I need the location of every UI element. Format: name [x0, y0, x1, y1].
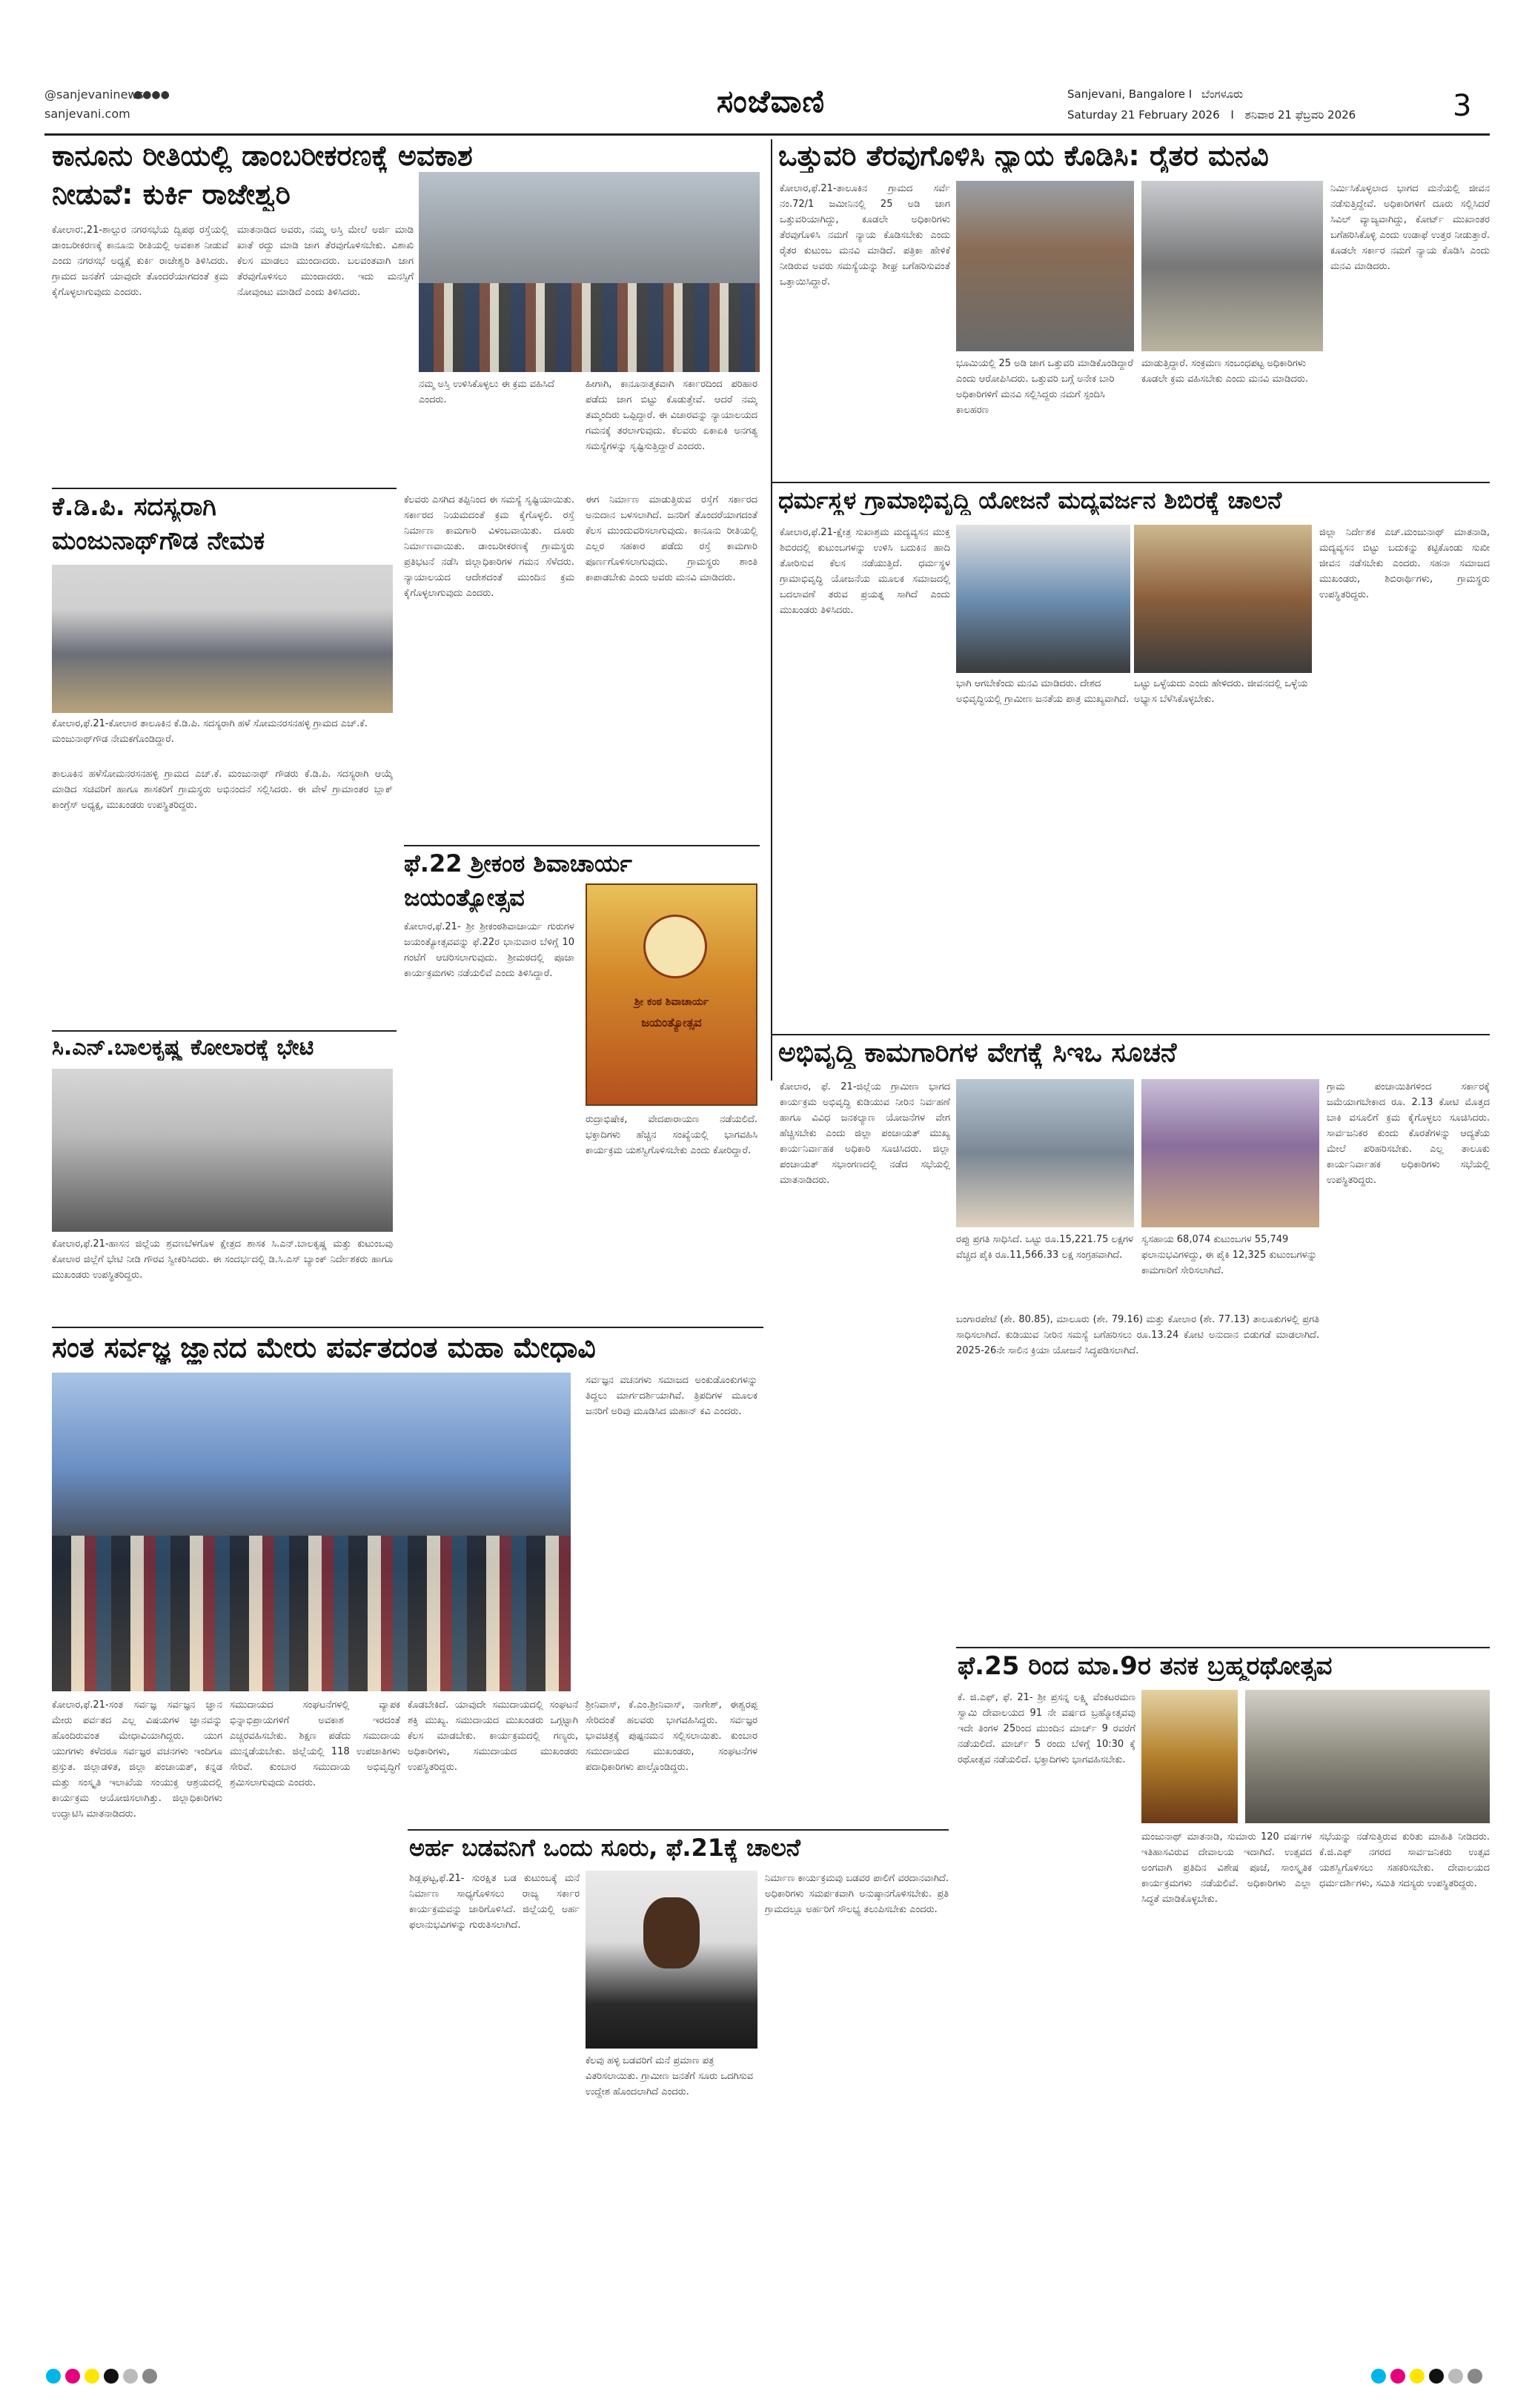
a8-caption-2: ಸ್ವಸಹಾಯ 68,074 ಕುಟುಂಬಗಳ 55,749 ಫಲಾನುಭವಿಗಳಿದ್ದು, ಈ ಪೈಕಿ 12,325 ಕುಟುಂಬಗಳನ್ನು ಕಾಮಗಾರಿಗೆ ಸೇರಿಸಲಾಗಿದೆ. — [1141, 1234, 1317, 1276]
a7-body: ಕೋಲಾರ,ಫೆ.21- ಶ್ರೀ ಶ್ರೀಕಂಠಶಿವಾಚಾರ್ಯ ಗುರುಗಳ ಜಯಂತ್ಯೋತ್ಸವವನ್ನು ಫೆ.22ರ ಭಾನುವಾರ ಬೆಳಿಗ್ಗೆ 10 ಗಂಟೆಗೆ ಆಚರಿಸಲಾಗುವುದು. ಶ್ರೀಮಠದಲ್ಲಿ ಪೂಜಾ ಕಾರ್ಯಕ್ರಮಗಳು ನಡೆಯಲಿವೆ ಎಂದು ತಿಳಿಸಿದ್ದಾರೆ. — [404, 921, 574, 979]
a8-photo-2 — [1141, 1079, 1319, 1227]
a7-body-2: ರುದ್ರಾಭಿಷೇಕ, ವೇದಪಾರಾಯಣ ನಡೆಯಲಿದೆ. ಭಕ್ತಾದಿಗಳು ಹೆಚ್ಚಿನ ಸಂಖ್ಯೆಯಲ್ಲಿ ಭಾಗವಹಿಸಿ ಕಾರ್ಯಕ್ರಮ ಯಶಸ್ವಿಗೊಳಿಸಬೇಕು ಎಂದು ಕೋರಿದ್ದಾರೆ. — [586, 1114, 757, 1156]
date: Saturday 21 February 2026 I ಶನಿವಾರ 21 ಫೆಬ್ರವರಿ 2026 — [1067, 108, 1356, 122]
a7-poster — [586, 883, 757, 1106]
a6-col3: ಜಿಲ್ಲಾ ನಿರ್ದೇಶಕ ಎಚ್.ಮಂಜುನಾಥ್ ಮಾತನಾಡಿ, ಮದ್ಯವ್ಯಸನ ಬಿಟ್ಟು ಬದುಕನ್ನು ಕಟ್ಟಿಕೊಂಡು ಸುಖೀ ಜೀವನ ನಡೆಸಬೇಕು ಎಂದರು. ಸಹನಾ ಸಮಾಜದ ಮುಖಂಡರು, ಶಿಬಿರಾರ್ಥಿಗಳು, ಗ್ರಾಮಸ್ಥರು ಉಪಸ್ಥಿತರಿದ್ದರು. — [1319, 527, 1490, 600]
a10-col3: ಸಭೆಯನ್ನು ನಡೆಸುತ್ತಿರುವ ಕುರಿತು ಮಾಹಿತಿ ನೀಡಿದರು. ಕೆ.ಜಿ.ಎಫ್ ನಗರದ ಸಾರ್ವಜನಿಕರು ಉತ್ಸವ ಯಶಸ್ವಿಗೊಳಿಸಲು ಸಹಕರಿಸಬೇಕು. ದೇವಾಲಯದ ಧರ್ಮದರ್ಶಿಗಳು, ಸಮಿತಿ ಸದಸ್ಯರು ಉಪಸ್ಥಿತರಿದ್ದರು. — [1319, 1831, 1490, 1889]
a9-col3: ಕೊಡಬೇಕಿದೆ. ಯಾವುದೇ ಸಮುದಾಯದಲ್ಲಿ ಸಂಘಟನೆ ಶಕ್ತಿ ಮುಖ್ಯ. ಸಮುದಾಯದ ಮುಖಂಡರು ಒಗ್ಗಟ್ಟಾಗಿ ಕೆಲಸ ಮಾಡಬೇಕು. ಕಾರ್ಯಕ್ರಮದಲ್ಲಿ ಗಣ್ಯರು, ಅಧಿಕಾರಿಗಳು, ಸಮುದಾಯದ ಮುಖಂಡರು ಉಪಸ್ಥಿತರಿದ್ದರು. — [408, 1699, 578, 1773]
a8-col3: ಬಂಗಾರಪೇಟೆ (ಶೇ. 80.85), ಮಾಲೂರು (ಶೇ. 79.16) ಮತ್ತು ಕೋಲಾರ (ಶೇ. 77.13) ತಾಲೂಕುಗಳಲ್ಲಿ ಪ್ರಗತಿ ಸಾಧಿಸಲಾಗಿದೆ. ಕುಡಿಯುವ ನೀರಿನ ಸಮಸ್ಯೆ ಬಗೆಹರಿಸಲು ರೂ.13.24 ಕೋಟಿ ಅನುದಾನ ಬಿಡುಗಡೆ ಮಾಡಲಾಗಿದೆ. 2025-26ನೇ ಸಾಲಿನ ಕ್ರಿಯಾ ಯೋಜನೆ ಸಿದ್ಧಪಡಿಸಲಾಗಿದೆ. — [956, 1314, 1319, 1356]
a7-subhead: ಜಯಂತ್ಯೋತ್ಸವ — [404, 883, 525, 912]
a6-headline: ಧರ್ಮಸ್ಥಳ ಗ್ರಾಮಾಭಿವೃದ್ಧಿ ಯೋಜನೆ ಮದ್ಯವರ್ಜನ ಶಿಬಿರಕ್ಕೆ ಚಾಲನೆ — [778, 486, 1282, 514]
edition: Sanjevani, Bangalore I ಬೆಂಗಳೂರು — [1067, 87, 1244, 101]
a3-subhead: ಮಂಜುನಾಥ್‌ಗೌಡ ನೇಮಕ — [52, 526, 265, 556]
masthead — [44, 83, 1490, 133]
a3-body: ತಾಲೂಕಿನ ಹಳೆಸೋಮನರಸನಹಳ್ಳಿ ಗ್ರಾಮದ ಎಚ್.ಕೆ. ಮಂಜುನಾಥ್ ಗೌಡರು ಕೆ.ಡಿ.ಪಿ. ಸದಸ್ಯರಾಗಿ ಆಯ್ಕೆ ಮಾಡಿದ ಸಚಿವರಿಗೆ ಹಾಗೂ ಶಾಸಕರಿಗೆ ಗ್ರಾಮಸ್ಥರು ಅಭಿನಂದನೆ ಸಲ್ಲಿಸಿದರು. ಈ ವೇಳೆ ಗ್ರಾಮಾಂತರ ಬ್ಲಾಕ್ ಕಾಂಗ್ರೆಸ್ ಅಧ್ಯಕ್ಷ, ಮುಖಂಡರು ಉಪಸ್ಥಿತರಿದ್ದರು. — [52, 769, 393, 811]
a1-headline-1: ಕಾನೂನು ರೀತಿಯಲ್ಲಿ ಡಾಂಬರೀಕರಣಕ್ಕೆ ಅವಕಾಶ — [52, 139, 473, 172]
social-icons: ●●●● — [133, 89, 170, 101]
a9-top-text: ಸರ್ವಜ್ಞನ ವಚನಗಳು ಸಮಾಜದ ಅಂಕುಡೊಂಕುಗಳನ್ನು ತಿದ್ದಲು ಮಾರ್ಗದರ್ಶಿಯಾಗಿವೆ. ತ್ರಿಪದಿಗಳ ಮೂಲಕ ಜನರಿಗೆ ಅರಿವು ಮೂಡಿಸಿದ ಮಹಾನ್ ಕವಿ ಎಂದರು. — [586, 1375, 757, 1417]
a1-headline-2: ನೀಡುವೆ: ಕುರ್ಕಿ ರಾಜೇಶ್ವರಿ — [52, 178, 291, 210]
a9-col2: ಸಮುದಾಯದ ಸಂಘಟನೆಗಳಲ್ಲಿ ವ್ಯಾಪಕ ಭಿನ್ನಾಭಿಪ್ರಾಯಗಳಿಗೆ ಅವಕಾಶ ಇರದಂತೆ ಎಚ್ಚರವಹಿಸಬೇಕು. ಶಿಕ್ಷಣ ಪಡೆದು ಸಮುದಾಯ ಮುನ್ನಡೆಯಬೇಕು. ಜಿಲ್ಲೆಯಲ್ಲಿ 118 ಉಪಜಾತಿಗಳು ಸೇರಿವೆ. ಕುಂಬಾರ ಸಮುದಾಯ ಅಭಿವೃದ್ಧಿಗೆ ಶ್ರಮಿಸಲಾಗುವುದು ಎಂದರು. — [230, 1699, 400, 1788]
registration-marks-left — [46, 2369, 157, 2385]
a6-photo-1 — [956, 525, 1130, 673]
a11-caption: ಕೆಲವು ಹಳ್ಳಿ ಬಡವರಿಗೆ ಮನೆ ಪ್ರಮಾಣ ಪತ್ರ ವಿತರಿಸಲಾಯಿತು. ಗ್ರಾಮೀಣ ಜನತೆಗೆ ಸೂರು ಒದಗಿಸುವ ಉದ್ದೇಶ ಹೊಂದಲಾಗಿದೆ ಎಂದರು. — [586, 2055, 754, 2097]
a11-portrait — [586, 1871, 757, 2049]
masthead-rule — [44, 133, 1490, 136]
a1-col3: ಹೀಗಾಗಿ, ಕಾನೂನಾತ್ಮಕವಾಗಿ ಸರ್ಕಾರದಿಂದ ಪರಿಹಾರ ಪಡೆದು ಜಾಗ ಬಿಟ್ಟು ಕೊಡುತ್ತೇವೆ. ಆದರೆ ನಮ್ಮ ತಮ್ಮಂದಿರು ಒಪ್ಪಿದ್ದಾರೆ. ಈ ವಿಚಾರವನ್ನು ನ್ಯಾಯಾಲಯದ ಗಮನಕ್ಕೆ ತರಲಾಗುವುದು. ಕೆಲವರು ಏಕಾಏಕಿ ಅನಗತ್ಯ ಸಮಸ್ಯೆಗಳನ್ನು ಸೃಷ್ಟಿಸುತ್ತಿದ್ದಾರೆ ಎಂದರು. — [586, 379, 757, 452]
a5-col2: ಈಗ ನಿರ್ಮಾಣ ಮಾಡುತ್ತಿರುವ ರಸ್ತೆಗೆ ಸರ್ಕಾರದ ಅನುದಾನ ಬಳಸಲಾಗಿದೆ. ಜನರಿಗೆ ತೊಂದರೆಯಾಗದಂತೆ ಕೆಲಸ ಮುಂದುವರಿಸಲಾಗುವುದು. ಕಾನೂನು ರೀತಿಯಲ್ಲಿ ಎಲ್ಲರ ಸಹಕಾರ ಪಡೆದು ರಸ್ತೆ ಕಾಮಗಾರಿ ಪೂರ್ಣಗೊಳಿಸಲಾಗುವುದು. ಗ್ರಾಮಸ್ಥರು ಶಾಂತಿ ಕಾಪಾಡಬೇಕು ಎಂದು ಅವರು ಮನವಿ ಮಾಡಿದರು. — [586, 494, 757, 583]
a10-col2: ಮಂಜುನಾಥ್ ಮಾತನಾಡಿ, ಸುಮಾರು 120 ವರ್ಷಗಳ ಇತಿಹಾಸವಿರುವ ದೇವಾಲಯ ಇದಾಗಿದೆ. ಉತ್ಸವದ ಅಂಗವಾಗಿ ಪ್ರತಿದಿನ ವಿಶೇಷ ಪೂಜೆ, ಸಾಂಸ್ಕೃತಿಕ ಕಾರ್ಯಕ್ರಮಗಳು ನಡೆಯಲಿವೆ. ಅಧಿಕಾರಿಗಳು ಎಲ್ಲಾ ಸಿದ್ಧತೆ ಮಾಡಿಕೊಳ್ಳಬೇಕು. — [1141, 1831, 1312, 1905]
a8-headline: ಅಭಿವೃದ್ಧಿ ಕಾಮಗಾರಿಗಳ ವೇಗಕ್ಕೆ ಸಿಇಒ ಸೂಚನೆ — [778, 1038, 1177, 1068]
social-handle: @sanjevaninews — [44, 87, 144, 102]
a2-headline: ಒತ್ತುವರಿ ತೆರವುಗೊಳಿಸಿ ನ್ಯಾಯ ಕೊಡಿಸಿ: ರೈತರ ಮನವಿ — [778, 139, 1269, 172]
a6-caption: ಭಾಗಿ ಆಗಬೇಕೆಂದು ಮನವಿ ಮಾಡಿದರು. ದೇಶದ ಅಭಿವೃದ್ಧಿಯಲ್ಲಿ ಗ್ರಾಮೀಣ ಜನತೆಯ ಪಾತ್ರ ಮುಖ್ಯವಾಗಿದೆ. — [956, 678, 1130, 705]
a6-col1: ಕೋಲಾರ,ಫೆ.21-ಕ್ಷೇತ್ರ ಸುಖಾಶ್ರಮ ಮದ್ಯವ್ಯಸನ ಮುಕ್ತ ಶಿಬಿರದಲ್ಲಿ ಕುಟುಂಬಗಳನ್ನು ಉಳಿಸಿ ಬದುಕಿನ ಹಾದಿ ತೋರಿಸುವ ಕೆಲಸ ನಡೆಯುತ್ತಿದೆ. ಧರ್ಮಸ್ಥಳ ಗ್ರಾಮಾಭಿವೃದ್ಧಿ ಯೋಜನೆಯ ಮೂಲಕ ಸಮಾಜದಲ್ಲಿ ಬದಲಾವಣೆ ತರುವ ಪ್ರಯತ್ನ ಸಾಗಿದೆ ಎಂದು ಮುಖಂಡರು ತಿಳಿಸಿದರು. — [780, 527, 950, 616]
a6-photo-2 — [1134, 525, 1312, 673]
a4-headline: ಸಿ.ಎನ್.ಬಾಲಕೃಷ್ಣ ಕೋಲಾರಕ್ಕೆ ಭೇಟಿ — [52, 1035, 314, 1061]
page-number: 3 — [1453, 89, 1472, 123]
a11-headline: ಅರ್ಹ ಬಡವನಿಗೆ ಒಂದು ಸೂರು, ಫೆ.21ಕ್ಕೆ ಚಾಲನೆ — [409, 1834, 800, 1862]
a2-caption: ಭೂಮಿಯಲ್ಲಿ 25 ಅಡಿ ಜಾಗ ಒತ್ತುವರಿ ಮಾಡಿಕೊಂಡಿದ್ದಾರೆ ಎಂದು ಆರೋಪಿಸಿದರು. ಒತ್ತುವರಿ ಬಗ್ಗೆ ಅನೇಕ ಬಾರಿ ಅಧಿಕಾರಿಗಳಿಗೆ ಮನವಿ ಸಲ್ಲಿಸಿದ್ದರು ನಮಗೆ ಸ್ಪಂದಿಸಿ ಕಾಲಹರಣ — [956, 358, 1134, 416]
a8-col1: ಕೋಲಾರ, ಫೆ. 21-ಜಿಲ್ಲೆಯ ಗ್ರಾಮೀಣ ಭಾಗದ ಕಾರ್ಯಕ್ರಮ ಅಭಿವೃದ್ಧಿ ಕುಡಿಯುವ ನೀರಿನ ನಿರ್ವಹಣೆ ಹಾಗೂ ವಿವಿಧ ಜನಕಲ್ಯಾಣ ಯೋಜನೆಗಳ ವೇಗ ಹೆಚ್ಚಿಸಬೇಕು ಎಂದು ಜಿಲ್ಲಾ ಪಂಚಾಯತ್ ಮುಖ್ಯ ಕಾರ್ಯನಿರ್ವಾಹಕ ಅಧಿಕಾರಿ ಸೂಚಿಸಿದರು. ಜಿಲ್ಲಾ ಪಂಚಾಯತ್ ಸಭಾಂಗಣದಲ್ಲಿ ನಡೆದ ಸಭೆಯಲ್ಲಿ ಮಾತನಾಡಿದರು. — [780, 1081, 950, 1186]
a9-col1: ಕೋಲಾರ,ಫೆ.21-ಸಂತ ಸರ್ವಜ್ಞ ಸರ್ವಜ್ಞನ ಜ್ಞಾನ ಮೇರು ಪರ್ವತದ ಎಲ್ಲ ವಿಷಯಗಳ ಜ್ಞಾನವನ್ನು ಹೊಂದಿರುವಂತ ಮೇಧಾವಿಯಾಗಿದ್ದರು. ಯುಗ ಯುಗಗಳು ಕಳೆದರೂ ಸರ್ವಜ್ಞರ ವಚನಗಳು ಇಂದಿಗೂ ಪ್ರಸ್ತುತ. ಜಿಲ್ಲಾಡಳಿತ, ಜಿಲ್ಲಾ ಪಂಚಾಯತ್, ಕನ್ನಡ ಮತ್ತು ಸಂಸ್ಕೃತಿ ಇಲಾಖೆಯ ಸಂಯುಕ್ತ ಆಶ್ರಯದಲ್ಲಿ ಕಾರ್ಯಕ್ರಮ ಆಯೋಜಿಸಲಾಗಿತ್ತು. ಜಿಲ್ಲಾಧಿಕಾರಿಗಳು ಉದ್ಘಾಟಿಸಿ ಮಾತನಾಡಿದರು. — [52, 1699, 222, 1820]
a2-col1: ಕೋಲಾರ,ಫೆ.21-ತಾಲೂಕಿನ ಗ್ರಾಮದ ಸರ್ವೆ ನಂ.72/1 ಜಮೀನಿನಲ್ಲಿ 25 ಅಡಿ ಜಾಗ ಒತ್ತುವರಿಯಾಗಿದ್ದು, ಕೂಡಲೇ ಅಧಿಕಾರಿಗಳು ತೆರವುಗೊಳಿಸಿ ನಮಗೆ ನ್ಯಾಯ ಕೊಡಿಸಬೇಕು ಎಂದು ರೈತರ ಕುಟುಂಬ ಮನವಿ ಮಾಡಿದೆ. ಪತ್ರಿಕಾ ಹೇಳಿಕೆ ನೀಡಿರುವ ಅವರು ಸಮಸ್ಯೆಯನ್ನು ಶೀಘ್ರ ಬಗೆಹರಿಸುವಂತೆ ಒತ್ತಾಯಿಸಿದ್ದಾರೆ. — [780, 183, 950, 288]
a5-col1: ಕೆಲವರು ಎಸಗಿದ ತಪ್ಪಿನಿಂದ ಈ ಸಮಸ್ಯೆ ಸೃಷ್ಟಿಯಾಯಿತು. ಸರ್ಕಾರದ ನಿಯಮದಂತೆ ಕ್ರಮ ಕೈಗೊಳ್ಳಲಿ. ರಸ್ತೆ ನಿರ್ಮಾಣ ಕಾಮಗಾರಿ ವಿಳಂಬವಾಯಿತು. ದೂರು ನಿರ್ಮಾಣವಾಯಿತು. ಡಾಂಬರೀಕರಣಕ್ಕೆ ಗ್ರಾಮಸ್ಥರು ಪ್ರತಿಭಟನೆ ನಡೆಸಿ ಜಿಲ್ಲಾಧಿಕಾರಿಗಳ ಗಮನ ಸೆಳೆದರು. ನ್ಯಾಯಾಲಯದ ಆದೇಶದಂತೆ ಮುಂದಿನ ಕ್ರಮ ಕೈಗೊಳ್ಳಲಾಗುವುದು ಎಂದರು. — [404, 494, 574, 599]
a3-caption: ಕೋಲಾರ,ಫೆ.21-ಕೋಲಾರ ತಾಲೂಕಿನ ಕೆ.ಡಿ.ಪಿ. ಸದಸ್ಯರಾಗಿ ಹಳೆ ಸೋಮನರಸನಹಳ್ಳಿ ಗ್ರಾಮದ ಎಚ್.ಕೆ. ಮಂಜುನಾಥ್‌ಗೌಡ ನೇಮಕಗೊಂಡಿದ್ದಾರೆ. — [52, 718, 368, 745]
a9-col4: ಶ್ರೀನಿವಾಸ್, ಕೆ.ಎಂ.ಶ್ರೀನಿವಾಸ್, ನಾಗೇಶ್, ಈಶ್ವರಪ್ಪ ಸೇರಿದಂತೆ ಹಲವರು ಭಾಗವಹಿಸಿದ್ದರು. ಸರ್ವಜ್ಞರ ಭಾವಚಿತ್ರಕ್ಕೆ ಪುಷ್ಪನಮನ ಸಲ್ಲಿಸಲಾಯಿತು. ಕುಂಬಾರ ಸಮುದಾಯದ ಮುಖಂಡರು, ಸಂಘಟನೆಗಳ ಪದಾಧಿಕಾರಿಗಳು ಪಾಲ್ಗೊಂಡಿದ್ದರು. — [586, 1699, 757, 1773]
a1-photo — [419, 172, 760, 372]
poster-line-2: ಜಯಂತ್ಯೋತ್ಸವ — [641, 1015, 702, 1029]
portrait-face — [643, 1897, 700, 1968]
a3-headline: ಕೆ.ಡಿ.ಪಿ. ಸದಸ್ಯರಾಗಿ — [52, 492, 216, 522]
a2-photo-1 — [956, 181, 1134, 351]
a8-col4: ಗ್ರಾಮ ಪಂಚಾಯಿತಿಗಳಿಂದ ಸರ್ಕಾರಕ್ಕೆ ಜಮೆಯಾಗಬೇಕಾದ ರೂ. 2.13 ಕೋಟಿ ಮೊತ್ತದ ಬಾಕಿ ವಸೂಲಿಗೆ ಕ್ರಮ ಕೈಗೊಳ್ಳಲು ಸೂಚಿಸಿದರು. ಸಾರ್ವಜನಿಕರ ಕುಂದು ಕೊರತೆಗಳನ್ನು ಆದ್ಯತೆಯ ಮೇಲೆ ಪರಿಹರಿಸಬೇಕು. ಎಲ್ಲ ತಾಲೂಕು ಕಾರ್ಯನಿರ್ವಾಹಕ ಅಧಿಕಾರಿಗಳು ಸಭೆಯಲ್ಲಿ ಉಪಸ್ಥಿತರಿದ್ದರು. — [1327, 1081, 1490, 1186]
a2-caption-2: ಮಾಡುತ್ತಿದ್ದಾರೆ. ಸಂಕ್ರಮಣ ಸಂಬಂಧಪಟ್ಟ ಅಧಿಕಾರಿಗಳು ಕೂಡಲೇ ಕ್ರಮ ವಹಿಸಬೇಕು ಎಂದು ಮನವಿ ಮಾಡಿದರು. — [1141, 358, 1309, 385]
a10-headline: ಫೆ.25 ರಿಂದ ಮಾ.9ರ ತನಕ ಬ್ರಹ್ಮರಥೋತ್ಸವ — [958, 1651, 1333, 1681]
a4-body: ಕೋಲಾರ,ಫೆ.21-ಹಾಸನ ಜಿಲ್ಲೆಯ ಶ್ರವಣಬೆಳಗೊಳ ಕ್ಷೇತ್ರದ ಶಾಸಕ ಸಿ.ಎನ್.ಬಾಲಕೃಷ್ಣ ಮತ್ತು ಕುಟುಂಬವು ಕೋಲಾರ ಜಿಲ್ಲೆಗೆ ಭೇಟಿ ನೀಡಿ ಗೌರವ ಸ್ವೀಕರಿಸಿದರು. ಈ ಸಂದರ್ಭದಲ್ಲಿ ಡಿ.ಸಿ.ಎಸ್ ಬ್ಯಾಂಕ್ ನಿರ್ದೇಶಕರು ಹಾಗೂ ಮುಖಂಡರು ಉಪಸ್ಥಿತರಿದ್ದರು. — [52, 1238, 393, 1281]
registration-marks-right — [1371, 2369, 1490, 2385]
a10-col1: ಕೆ. ಜಿ.ಎಫ್, ಫೆ. 21- ಶ್ರೀ ಪ್ರಸನ್ನ ಲಕ್ಷ್ಮಿ ವೆಂಕಟರಮಣ ಸ್ವಾಮಿ ದೇವಾಲಯದ 91 ನೇ ವರ್ಷದ ಬ್ರಹ್ಮೋತ್ಸವವು ಇದೇ ತಿಂಗಳ 25ರಿಂದ ಮುಂದಿನ ಮಾರ್ಚ್ 9 ರವರೆಗೆ ನಡೆಯಲಿದೆ. ಮಾರ್ಚ್ 5 ರಂದು ಬೆಳಿಗ್ಗೆ 10:30 ಕ್ಕೆ ರಥೋತ್ಸವ ನಡೆಯಲಿದೆ. ಭಕ್ತಾದಿಗಳು ಭಾಗವಹಿಸಬೇಕು. — [958, 1692, 1135, 1765]
a4-photo — [52, 1069, 393, 1232]
a11-col3: ನಿರ್ಮಾಣ ಕಾರ್ಯಕ್ರಮವು ಬಡವರ ಪಾಲಿಗೆ ವರದಾನವಾಗಿದೆ. ಅಧಿಕಾರಿಗಳು ಸಮರ್ಪಕವಾಗಿ ಅನುಷ್ಠಾನಗೊಳಿಸಬೇಕು. ಪ್ರತಿ ಗ್ರಾಮದಲ್ಲೂ ಅರ್ಹರಿಗೆ ಸೌಲಭ್ಯ ತಲುಪಿಸಬೇಕು ಎಂದರು. — [765, 1873, 949, 1915]
a11-col1: ಶಿಡ್ಲಘಟ್ಟ,ಫೆ.21- ಸುರಕ್ಷಿತ ಬಡ ಕುಟುಂಬಕ್ಕೆ ಮನೆ ನಿರ್ಮಾಣ ಸಾಧ್ಯಗೊಳಿಸಲು ರಾಜ್ಯ ಸರ್ಕಾರ ಕಾರ್ಯಕ್ರಮವನ್ನು ಜಾರಿಗೊಳಿಸಿದೆ. ಜಿಲ್ಲೆಯಲ್ಲಿ ಅರ್ಹ ಫಲಾನುಭವಿಗಳನ್ನು ಗುರುತಿಸಲಾಗಿದೆ. — [409, 1873, 580, 1931]
a1-col1: ಕೋಲಾರ:,21-ಶಾಲ್ಪುರ ನಗರಸಭೆಯ ದ್ವಿಪಥ ರಸ್ತೆಯಲ್ಲಿ ಡಾಂಬರೀಕರಣಕ್ಕೆ ಕಾನೂನು ರೀತಿಯಲ್ಲಿ ಅವಕಾಶ ನೀಡುವೆ ಎಂದು ನಗರಸಭೆ ಅಧ್ಯಕ್ಷೆ ಕುರ್ಕಿ ರಾಜೇಶ್ವರಿ ತಿಳಿಸಿದರು. ಗ್ರಾಮದ ಜನತೆಗೆ ಯಾವುದೇ ತೊಂದರೆಯಾಗದಂತೆ ಕ್ರಮ ಕೈಗೊಳ್ಳಲಾಗುವುದು ಎಂದರು. — [52, 225, 228, 298]
a8-photo-1 — [956, 1079, 1134, 1227]
a8-caption: ರಪ್ಪು ಪ್ರಗತಿ ಸಾಧಿಸಿದೆ. ಒಟ್ಟು ರೂ.15,221.75 ಲಕ್ಷಗಳ ವೆಚ್ಚದ ಪೈಕಿ ರೂ.11,566.33 ಲಕ್ಷ ಸಂಗ್ರಹವಾಗಿದೆ. — [956, 1234, 1134, 1261]
a10-photo-1 — [1141, 1690, 1238, 1823]
a9-headline: ಸಂತ ಸರ್ವಜ್ಞ ಜ್ಞಾನದ ಮೇರು ಪರ್ವತದಂತ ಮಹಾ ಮೇಧಾವಿ — [52, 1331, 596, 1364]
website: sanjevani.com — [44, 107, 130, 121]
a10-photo-2 — [1245, 1690, 1490, 1823]
a9-photo — [52, 1373, 571, 1691]
a6-caption-2: ಒಟ್ಟು ಒಳ್ಳೆಯದು ಎಂದು ಹೇಳಿದರು. ಜೀವನದಲ್ಲಿ ಒಳ್ಳೆಯ ಅಭ್ಯಾಸ ಬೆಳೆಸಿಕೊಳ್ಳಬೇಕು. — [1134, 678, 1308, 705]
poster-line-1: ಶ್ರೀ ಕಂಠ ಶಿವಾಚಾರ್ಯ — [634, 996, 709, 1008]
logo-text: ಸಂಜೆವಾಣಿ — [716, 83, 826, 119]
a2-photo-2 — [1141, 181, 1323, 351]
a2-col3: ನಿರ್ಮಿಸಿಕೊಳ್ಳಲಾದ ಭಾಗದ ಮನೆಯಲ್ಲಿ ಜೀವನ ನಡೆಸುತ್ತಿದ್ದೇವೆ. ಅಧಿಕಾರಿಗಳಿಗೆ ದೂರು ಸಲ್ಲಿಸಿದರೆ ಸಿವಿಲ್ ವ್ಯಾಜ್ಯವಾಗಿದ್ದು, ಕೋರ್ಟ್ ಮುಖಾಂತರ ಬಗೆಹರಿಸಿಕೊಳ್ಳಿ ಎಂದು ಉಡಾಫೆ ಉತ್ತರ ನೀಡುತ್ತಾರೆ. ಕೂಡಲೇ ಸರ್ಕಾರ ನಮಗೆ ನ್ಯಾಯ ಕೊಡಿಸಿ ಎಂದು ಮನವಿ ಮಾಡಿದರು. — [1330, 183, 1490, 272]
a1-caption: ನಮ್ಮ ಅಸ್ತಿ ಉಳಿಸಿಕೊಳ್ಳಲು ಈ ಕ್ರಮ ವಹಿಸಿದೆ ಎಂದರು. — [419, 379, 554, 405]
a7-headline: ಫೆ.22 ಶ್ರೀಕಂಠ ಶಿವಾಚಾರ್ಯ — [404, 849, 632, 878]
a3-photo — [52, 565, 393, 713]
poster-deity-icon — [643, 915, 707, 978]
logo — [652, 83, 889, 125]
a1-col2: ಮಾತನಾಡಿದ ಅವರು, ನಮ್ಮ ಅಸ್ತಿ ಮೇಲೆ ಅರ್ಜಿ ಮಾಡಿ ಖಾತೆ ರದ್ದು ಮಾಡಿ ಜಾಗ ತೆರವುಗೊಳಿಸಬೇಕು. ವಿಶಾಖಿ ಕೆಲಸ ಮಾಡಲು ಮುಂದಾದರು. ಬಲವಂತವಾಗಿ ಜಾಗ ತೆರವುಗೊಳಿಸಲು ಮುಂದಾದರು. ಇದು ಮನಸ್ಸಿಗೆ ನೋವುಂಟು ಮಾಡಿದೆ ಎಂದು ತಿಳಿಸಿದರು. — [237, 225, 414, 298]
